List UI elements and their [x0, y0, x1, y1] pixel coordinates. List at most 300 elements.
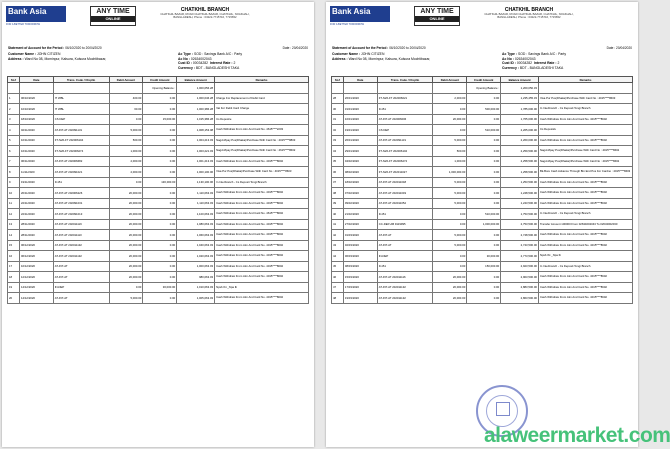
- table-row: [332, 156, 633, 167]
- cell-balance: 1,000,056.28: [177, 83, 215, 94]
- cell-debit: 5,000.00: [433, 188, 467, 199]
- cell-date: 01/03/2020: [343, 230, 377, 241]
- cell-credit: 0.00: [467, 156, 501, 167]
- cell-balance: 1,080,063.03: [177, 219, 215, 230]
- table-row: [8, 261, 309, 272]
- cell-remarks: Cash Withdraw From Atm And Card No. 4615****2203: [215, 125, 309, 136]
- table-row: [332, 261, 633, 272]
- table-row: [8, 198, 309, 209]
- cell-sl: 4: [8, 125, 20, 136]
- cell-balance: 1,100,063.03: [177, 209, 215, 220]
- cell-credit: 0.00: [143, 135, 177, 146]
- table-row: [8, 125, 309, 136]
- cell-trans-code: CS DEP: [377, 125, 433, 136]
- cell-remarks: [538, 83, 632, 94]
- cell-date: 12/12/2020: [19, 272, 53, 283]
- cell-trans-code: AT-INT-AT 202011132: [53, 251, 109, 262]
- cell-balance: 2,743,500.00: [501, 240, 539, 251]
- cell-remarks: Cash Withdraw From Atm And Card No. 4015****8602: [538, 240, 632, 251]
- cell-sl: 41: [332, 219, 344, 230]
- cell-trans-code: IT WBL: [53, 93, 109, 104]
- cell-sl: 35: [332, 156, 344, 167]
- cell-trans-code: IN-DEP: [53, 282, 109, 293]
- cell-remarks: Cash Withdraw From Atm And Card No. 4015****8602: [215, 293, 309, 304]
- branch-address: CHATKHIL BAZAR, ROAD CHATKHIL BAZAR, CHATKHIL, NOAKHALI, BANGLADESH, Phone : 03222-7715716, 7715652: [484, 12, 574, 20]
- table-row: [332, 104, 633, 115]
- cell-debit: 5,000.00: [433, 230, 467, 241]
- table-row: [332, 135, 633, 146]
- cell-balance: 1,110,063.03: [177, 198, 215, 209]
- table-row: [8, 177, 309, 188]
- bank-logo: Bank Asia: [6, 6, 66, 22]
- cell-sl: 40: [332, 209, 344, 220]
- cell-date: [19, 83, 53, 94]
- cell-trans-code: FT-N26-FT 202006104: [377, 146, 433, 157]
- cell-debit: 20,000.00: [109, 272, 143, 283]
- cell-remarks: Transfer Amount 100000 From 02634002043 To 02634002030: [538, 219, 632, 230]
- cell-trans-code: AT-INT-AT 202011119: [53, 219, 109, 230]
- table-row: [8, 156, 309, 167]
- cell-credit: 0.00: [467, 135, 501, 146]
- cell-remarks: Visa Pur Pos(Dhaka)/Purchase With Card No : 4015****8603: [215, 167, 309, 178]
- cell-trans-code: IC-B1: [377, 209, 433, 220]
- cell-remarks: Nagd-Mpay Pos(Dhaka)/Purchase With Card No : 4615****8602: [215, 146, 309, 157]
- cell-balance: 1,130,100.06: [177, 177, 215, 188]
- table-row: [332, 209, 633, 220]
- statement-page-2: [326, 2, 638, 447]
- cell-remarks: Cash Withdraw From Atm And Card No. 4015****8602: [538, 135, 632, 146]
- cell-debit: 2,000.00: [109, 167, 143, 178]
- col-remarks: Remarks: [215, 77, 309, 83]
- table-row: [332, 167, 633, 178]
- cell-debit: 20,000.00: [433, 293, 467, 304]
- table-row: [332, 198, 633, 209]
- cell-credit: 0.00: [143, 167, 177, 178]
- cell-credit: 0.00: [467, 293, 501, 304]
- cell-balance: 1,000,386.28: [177, 104, 215, 115]
- cell-date: 19/01/2020: [343, 125, 377, 136]
- cell-balance: 1,008,153.08: [177, 125, 215, 136]
- cell-date: 17/03/2020: [343, 282, 377, 293]
- cell-sl: 45: [332, 261, 344, 272]
- cell-date: 29/01/2020: [343, 146, 377, 157]
- table-row: [332, 146, 633, 157]
- customer-info: Customer Name : JOHN CITIZEN Address : Ward No 08, Mominpur, Kalsura, Kulsura Mochtibazar,: [8, 52, 107, 61]
- cell-balance: 1,248,500.00: [501, 188, 539, 199]
- cell-credit: 30,000.00: [143, 282, 177, 293]
- col-balance: Balance Amount: [501, 77, 539, 83]
- cell-balance: 1,010,063.03: [177, 282, 215, 293]
- cell-date: 06/12/2020: [19, 240, 53, 251]
- cell-date: 10/12/2020: [19, 261, 53, 272]
- cell-date: 06/03/2020: [343, 251, 377, 262]
- table-row: [8, 114, 309, 125]
- cell-trans-code: AT-INT-AT 202091013: [53, 209, 109, 220]
- anytime-online-logo: ANY TIME ONLINE: [90, 6, 136, 26]
- cell-balance: 1,000,063.03: [177, 261, 215, 272]
- cell-debit: 0.00: [433, 125, 467, 136]
- cell-credit: 0.00: [143, 156, 177, 167]
- cell-trans-code: AT-INT-AT 202011116: [377, 272, 433, 283]
- cell-credit: 0.00: [143, 240, 177, 251]
- cell-credit: 0.00: [467, 230, 501, 241]
- cell-balance: 2,923,500.00: [501, 261, 539, 272]
- cell-debit: 0.00: [433, 104, 467, 115]
- cell-debit: 0.00: [109, 177, 143, 188]
- cell-date: 10/01/2020: [343, 114, 377, 125]
- cell-remarks: Npsb Ibt _Npa Ib: [215, 282, 309, 293]
- cell-remarks: Cash Withdraw From Atm And Card No. 4015****8602: [538, 293, 632, 304]
- cell-sl: 30: [332, 104, 344, 115]
- bank-tagline: FOR A BETTER TOMORROW: [6, 23, 40, 26]
- cell-trans-code: IC-B1: [53, 177, 109, 188]
- cell-balance: 2,748,500.00: [501, 230, 539, 241]
- cell-credit: 0.00: [143, 293, 177, 304]
- customer-info: Customer Name : JOHN CITIZEN Address : Ward No 08, Mominpur, Kalsura, Kulsura Mochtibazar,: [332, 52, 431, 61]
- cell-credit: 0.00: [467, 114, 501, 125]
- cell-date: 28/11/2020: [19, 219, 53, 230]
- cell-balance: 1,060,063.03: [177, 230, 215, 241]
- cell-remarks: Cash Withdraw From Atm And Card No. 4615****8602: [215, 209, 309, 220]
- cell-trans-code: CC-DEP-AB 9119995: [377, 219, 433, 230]
- table-row: [8, 272, 309, 283]
- table-row: [8, 293, 309, 304]
- cell-remarks: Cash Withdraw From Atm And Card No. 4015****8602: [215, 251, 309, 262]
- col-date: Date: [343, 77, 377, 83]
- table-row: [8, 135, 309, 146]
- cell-remarks: Cash Withdraw From Atm And Card No. 4015****8602: [538, 282, 632, 293]
- cell-debit: 20,000.00: [109, 230, 143, 241]
- cell-trans-code: AT-INT-AT: [377, 230, 433, 241]
- cell-balance: 1,000,046.28: [177, 93, 215, 104]
- cell-remarks: Cs Depost/e: [215, 114, 309, 125]
- cell-date: 08/02/2020: [343, 167, 377, 178]
- cell-balance: 2,773,500.00: [501, 251, 539, 262]
- table-row: [332, 188, 633, 199]
- cell-trans-code: IN-DEP: [377, 251, 433, 262]
- cell-date: 10/11/2020: [19, 135, 53, 146]
- cell-sl: 36: [332, 167, 344, 178]
- cell-debit: 5,000.00: [109, 125, 143, 136]
- cell-credit: 130,000.00: [143, 177, 177, 188]
- cell-trans-code: AT-INT-AT: [53, 272, 109, 283]
- cell-trans-code: AT-INT-AT 202006682: [53, 156, 109, 167]
- table-row: [8, 83, 309, 94]
- cell-balance: 1,243,500.00: [501, 198, 539, 209]
- col-remarks: Remarks: [538, 77, 632, 83]
- cell-sl: 12: [8, 209, 20, 220]
- cell-remarks: Cash Withdraw From Atm And Card No. 4015****8602: [538, 188, 632, 199]
- cell-balance: 1,001,213.03: [177, 156, 215, 167]
- cell-remarks: Visa Pur Pos(Dhaka)/Purchase With Card No : 4015****8603: [538, 93, 632, 104]
- cell-sl: 14: [8, 230, 20, 241]
- cell-credit: 0.00: [467, 198, 501, 209]
- cell-credit: 0.00: [467, 93, 501, 104]
- cell-balance: 1,003,221.03: [177, 146, 215, 157]
- cell-remarks: In Interbranch - Cs Deposit Tongi Branch: [538, 104, 632, 115]
- cell-trans-code: AT-INT-AT 202006226: [53, 188, 109, 199]
- cell-debit: 1,000.00: [109, 146, 143, 157]
- cell-date: 06/12/2020: [19, 251, 53, 262]
- cell-sl: 8: [8, 167, 20, 178]
- table-row: [332, 125, 633, 136]
- cell-sl: 32: [332, 125, 344, 136]
- cell-sl: 20: [8, 293, 20, 304]
- watermark-text: alaweermarket.com: [484, 424, 670, 447]
- cell-date: 19/03/2020: [343, 293, 377, 304]
- table-row: [8, 282, 309, 293]
- cell-debit: 20,000.00: [433, 282, 467, 293]
- cell-sl: [332, 83, 344, 94]
- cell-sl: 15: [8, 240, 20, 251]
- cell-date: 04/02/2020: [343, 156, 377, 167]
- table-row: [8, 251, 309, 262]
- cell-trans-code: AT-INT-AT 202091131: [377, 135, 433, 146]
- cell-sl: 18: [8, 272, 20, 283]
- cell-sl: 46: [332, 272, 344, 283]
- col-date: Date: [19, 77, 53, 83]
- cell-debit: 500.00: [433, 146, 467, 157]
- cell-debit: 5,000.00: [433, 198, 467, 209]
- cell-date: 22/11/2020: [19, 209, 53, 220]
- cell-remarks: Nagd-Mpay Pos(Dhaka)/Purchase With Card No : 4015****8602: [538, 156, 632, 167]
- cell-remarks: Cash Withdraw From Atm And Card No. 4015****8602: [538, 272, 632, 283]
- col-debit: Debit Amount: [109, 77, 143, 83]
- cell-sl: 42: [332, 230, 344, 241]
- cell-credit: 15,000.00: [143, 114, 177, 125]
- statement-date: Date : 20/04/2020: [606, 46, 632, 50]
- cell-debit: 60.00: [109, 104, 143, 115]
- cell-debit: 20,000.00: [433, 272, 467, 283]
- cell-sl: 28: [332, 93, 344, 104]
- cell-balance: 1,765,000.00: [501, 114, 539, 125]
- cell-debit: 0.00: [433, 219, 467, 230]
- cell-balance: 1,020,063.03: [177, 251, 215, 262]
- cell-trans-code: AT-INT-AT 202091021: [53, 167, 109, 178]
- cell-credit: 0.00: [143, 146, 177, 157]
- cell-debit: 5,000.00: [433, 240, 467, 251]
- cell-remarks: Cash Withdraw From Atm And Card No. 4015****8602: [215, 219, 309, 230]
- cell-debit: 1,000.00: [433, 156, 467, 167]
- table-row: [8, 146, 309, 157]
- cell-trans-code: IT WBL: [53, 104, 109, 115]
- cell-credit: 0.00: [143, 125, 177, 136]
- cell-debit: 20,000.00: [109, 188, 143, 199]
- cell-balance: 1,000,100.06: [177, 167, 215, 178]
- cell-balance: 1,253,500.00: [501, 177, 539, 188]
- cell-debit: 20,000.00: [109, 261, 143, 272]
- cell-remarks: Cash Withdraw From Atm And Card No. 4015****8602: [538, 114, 632, 125]
- cell-sl: 5: [8, 135, 20, 146]
- cell-credit: 0.00: [467, 177, 501, 188]
- cell-date: 18/02/2020: [343, 177, 377, 188]
- cell-sl: 13: [8, 219, 20, 230]
- cell-remarks: Npsb Ibt _Npa Ib: [538, 251, 632, 262]
- cell-debit: 400.00: [109, 93, 143, 104]
- cell-trans-code: FT-N26-FT 202006104: [53, 135, 109, 146]
- cell-debit: 20,000.00: [109, 198, 143, 209]
- cell-credit: 0.00: [143, 188, 177, 199]
- col-trans-code: Trans. Code / Chq.No: [53, 77, 109, 83]
- cell-date: 28/11/2020: [19, 230, 53, 241]
- cell-remarks: Cash Withdraw From Atm And Card No. 4015****8602: [538, 230, 632, 241]
- cell-remarks: Nagd-Mpay Pos(Dhaka)/Purchase With Card No : 4015****8602: [538, 146, 632, 157]
- table-row: [332, 83, 633, 94]
- col-debit: Debit Amount: [433, 77, 467, 83]
- cell-sl: 6: [8, 146, 20, 157]
- cell-credit: 0.00: [143, 272, 177, 283]
- cell-date: 26/01/2020: [343, 135, 377, 146]
- cell-credit: Opening Balance :: [143, 83, 177, 94]
- cell-date: 20/11/2020: [19, 188, 53, 199]
- table-row: [332, 293, 633, 304]
- table-row: [8, 167, 309, 178]
- cell-remarks: In Interbranch - Cs Deposit Tongi Branch: [538, 261, 632, 272]
- cell-sl: 2: [8, 104, 20, 115]
- cell-credit: 0.00: [143, 219, 177, 230]
- cell-date: 21/02/2020: [343, 209, 377, 220]
- cell-remarks: Cs Deposit/e: [538, 125, 632, 136]
- cell-date: [343, 83, 377, 94]
- table-row: [8, 219, 309, 230]
- cell-remarks: Cash Withdraw From Atm And Card No. 4015****8602: [215, 156, 309, 167]
- cell-credit: 150,000.00: [467, 261, 501, 272]
- cell-remarks: Cash Withdraw From Atm And Card No. 4015****8602: [215, 240, 309, 251]
- cell-balance: 1,258,500.00: [501, 167, 539, 178]
- cell-trans-code: AT-INT-AT 202011052: [377, 198, 433, 209]
- table-row: [8, 209, 309, 220]
- cell-debit: 20,000.00: [433, 114, 467, 125]
- cell-debit: [109, 83, 143, 94]
- cell-trans-code: AT-INT-AT 202011049: [377, 188, 433, 199]
- cell-remarks: Bk-Bore Cash Advance Through Bin End Pos For Cardno : 4015****8603: [538, 167, 632, 178]
- cell-remarks: Cash Withdraw From Atm And Card No. 4015****8602: [215, 261, 309, 272]
- transactions-table: [7, 76, 309, 304]
- cell-date: 27/02/2020: [343, 219, 377, 230]
- cell-sl: 19: [8, 282, 20, 293]
- cell-trans-code: IC-B1: [377, 104, 433, 115]
- cell-trans-code: CS DEP: [53, 114, 109, 125]
- cell-sl: 38: [332, 188, 344, 199]
- cell-remarks: Cash Withdraw From Atm And Card No. 4015****8602: [538, 177, 632, 188]
- cell-sl: 17: [8, 261, 20, 272]
- cell-debit: 20,000.00: [109, 251, 143, 262]
- cell-credit: 0.00: [143, 198, 177, 209]
- cell-balance: 1,015,386.28: [177, 114, 215, 125]
- cell-sl: [8, 83, 20, 94]
- cell-credit: 0.00: [143, 251, 177, 262]
- cell-trans-code: AT-INT-AT 202006006: [377, 114, 433, 125]
- cell-trans-code: AT-INT-AT 202011132: [377, 293, 433, 304]
- cell-trans-code: FT-N26-FT 202011027: [377, 167, 433, 178]
- cell-trans-code: IC-B1: [377, 261, 433, 272]
- cell-sl: 10: [8, 188, 20, 199]
- cell-debit: 0.00: [109, 114, 143, 125]
- cell-sl: 47: [332, 282, 344, 293]
- cell-sl: 39: [332, 198, 344, 209]
- cell-sl: 44: [332, 251, 344, 262]
- cell-balance: 1,753,500.00: [501, 209, 539, 220]
- cell-balance: 980,063.03: [177, 272, 215, 283]
- cell-remarks: Cash Withdraw From Atm And Card No. 4015****8602: [538, 198, 632, 209]
- account-info: Ac Type : SOD : Savings Bank A/C : Party Ac No : 02634002043 Cust ID : 00034282 Interest Rate : 2 Currency : BDT - BANGLADESHI TAKA: [178, 52, 243, 70]
- col-credit: Credit Amount: [143, 77, 177, 83]
- cell-credit: 0.00: [143, 93, 177, 104]
- cell-balance: 2,883,500.00: [501, 282, 539, 293]
- cell-date: 08/03/2020: [343, 261, 377, 272]
- cell-trans-code: AT-INT-AT 202091031: [53, 198, 109, 209]
- cell-trans-code: [53, 83, 109, 94]
- cell-debit: 0.00: [433, 261, 467, 272]
- cell-debit: 1,000,000.00: [433, 167, 467, 178]
- cell-remarks: [215, 83, 309, 94]
- bank-tagline: FOR A BETTER TOMORROW: [330, 23, 364, 26]
- seal-emblem-icon: [496, 402, 510, 416]
- cell-date: 14/12/2020: [19, 293, 53, 304]
- cell-debit: 20,000.00: [109, 240, 143, 251]
- table-row: [332, 93, 633, 104]
- cell-trans-code: AT-INT-AT: [377, 240, 433, 251]
- table-row: [332, 251, 633, 262]
- cell-debit: 2,000.00: [433, 93, 467, 104]
- cell-trans-code: FT-N26-FT 202006274: [53, 146, 109, 157]
- col-sl: SL#: [332, 77, 344, 83]
- cell-sl: 3: [8, 114, 20, 125]
- cell-sl: 16: [8, 251, 20, 262]
- cell-sl: 37: [332, 177, 344, 188]
- cell-credit: 0.00: [467, 146, 501, 157]
- branch-name: CHATKHIL BRANCH: [504, 7, 554, 13]
- branch-name: CHATKHIL BRANCH: [180, 7, 230, 13]
- cell-balance: 1,040,063.03: [177, 240, 215, 251]
- table-row: [8, 104, 309, 115]
- cell-date: 22/11/2020: [19, 198, 53, 209]
- cell-debit: 20,000.00: [109, 219, 143, 230]
- cell-date: 02/11/2020: [19, 125, 53, 136]
- cell-remarks: Cash Withdraw From Atm And Card No. 4015****8602: [215, 272, 309, 283]
- cell-credit: 1,000,000.00: [467, 219, 501, 230]
- cell-debit: 5,000.00: [433, 177, 467, 188]
- cell-trans-code: AT-INT-AT: [53, 293, 109, 304]
- cell-debit: 5,000.00: [433, 135, 467, 146]
- statement-period: Statement of Account for the Period : 06/10/2020 to 20/04/2020: [332, 46, 426, 50]
- statement-page-1: [2, 2, 314, 447]
- cell-credit: 510,000.00: [467, 125, 501, 136]
- cell-credit: 0.00: [143, 209, 177, 220]
- cell-date: 02/03/2020: [343, 240, 377, 251]
- cell-trans-code: AT-INT-AT 202011048: [377, 177, 433, 188]
- cell-balance: 2,260,000.00: [501, 135, 539, 146]
- table-row: [332, 230, 633, 241]
- cell-debit: 0.00: [433, 209, 467, 220]
- cell-remarks: In Interbranch - Cs Deposit Tongi Branch: [538, 209, 632, 220]
- cell-sl: 7: [8, 156, 20, 167]
- cell-balance: 1,200,050.33: [501, 83, 539, 94]
- cell-sl: 48: [332, 293, 344, 304]
- cell-date: 11/11/2020: [19, 167, 53, 178]
- cell-balance: 1,235,455.33: [501, 93, 539, 104]
- cell-credit: 0.00: [143, 230, 177, 241]
- cell-remarks: Vat For Debit Card Charge: [215, 104, 309, 115]
- cell-debit: [433, 83, 467, 94]
- cell-debit: 0.00: [109, 282, 143, 293]
- cell-date: 14/12/2020: [19, 282, 53, 293]
- cell-trans-code: AT-INT-AT 202011132: [53, 240, 109, 251]
- cell-remarks: Cash Withdraw From Atm And Card No. 4015****8602: [215, 230, 309, 241]
- cell-trans-code: AT-INT-AT 202091131: [53, 125, 109, 136]
- cell-date: 06/11/2020: [19, 156, 53, 167]
- cell-credit: 0.00: [143, 261, 177, 272]
